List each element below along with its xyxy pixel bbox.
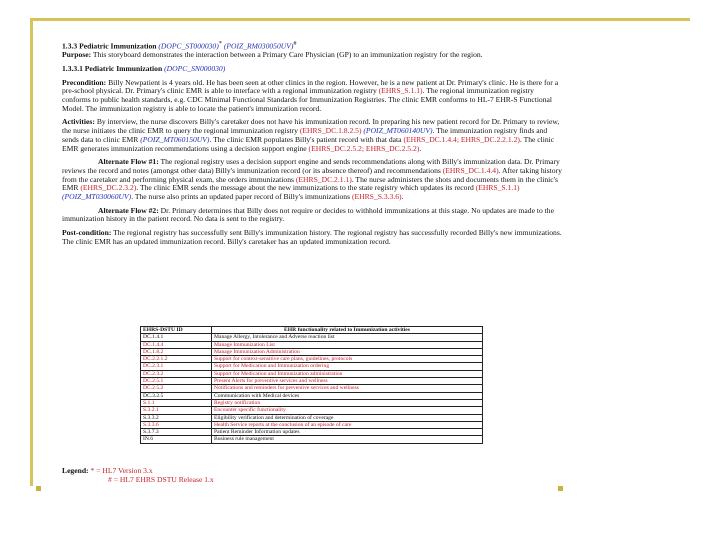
alternate-flow-1-text-6: . [401,192,404,202]
table-cell-functionality: Notifications and reminders for preventive services and wellness [212,385,483,392]
alternate-flow-1-ref-2: (EHRS_DC.2.1.1) [295,174,352,184]
alternate-flow-2-label: Alternate Flow #2: [98,205,159,215]
subsection-title: 1.3.3.1 Pediatric Immunization [62,63,163,73]
slide-accent-square-right [558,486,563,491]
table-row [141,399,483,406]
activities-ref-1: (EHRS_DC.1.8.2.5) [299,126,362,136]
activities-text-2: . The immunization registry finds and sends data to clinic EMR [62,126,548,144]
legend-label: Legend: [62,466,89,475]
section-title: 1.3.3 Pediatric Immunization [62,41,157,51]
table-cell-id: DC.2.2.1.2 [141,356,212,363]
table-cell-functionality: Support for Medication and Immunization ordering [212,363,483,370]
activities-paragraph [62,118,562,153]
postcondition-paragraph [62,229,562,246]
footnote-mark-star: * [218,40,222,47]
alternate-flow-1-text-3: . The nurse administers the shots and documents them in the clinic's EMR [62,174,558,193]
alternate-flow-1-ref-4: (EHRS_S.1.1) [475,183,520,193]
table-cell-functionality: Support for context-sensitive care plans, guidelines, protocols [212,356,483,363]
table-cell-id: DC.2.3.1 [141,363,212,370]
table-cell-functionality: Health Service reports at the conclusion of an episode of care [212,421,483,428]
activities-text-4: . The clinic EMR generates immunization recommendations using a decision support engine [62,134,555,153]
table-body [141,334,483,443]
alternate-flow-1-label: Alternate Flow #1: [98,157,159,167]
slide-accent-horizontal-line [30,18,690,21]
table-cell-id: DC.2.5.1 [141,378,212,385]
table-cell-functionality: Communication with Medical devices [212,392,483,399]
postcondition-label: Post-condition: [62,228,112,238]
table-cell-id: IN.6 [141,436,212,443]
alternate-flow-1-text-1: The regional registry uses a decision support engine and sends recommendations along with Billy's immunization data. Dr. Primary reviews the record and notes (amongst other data) Billy's immunization record (or its absence thereof) and recommendations [62,157,560,175]
alternate-flow-1-ref-6: (EHRS_S.3.3.6) [351,192,402,202]
table-row [141,348,483,355]
precondition-text-2: . The regional immunization registry conforms to public health standards, e.g. CDC Minimal Functional Standards for Immunization Registries. The clinic EMR conforms to HL-7 EHR-S Functional Model. The immunization registry is able to locate the patient's immunization record. [62,86,553,113]
section-code-2: (POIZ_RM030050UV) [223,41,294,51]
table-cell-functionality: Business rule management [212,436,483,443]
table-row [141,414,483,421]
activities-label: Activities: [62,117,95,127]
alternate-flow-2-text: Dr. Primary determines that Billy does not require or decides to withhold immunizations at this stage. No updates are made to the immunization history in the patient record. No data is sent to the registry. [62,205,554,224]
alternate-flow-1-ref-5: (POIZ_MT030060UV) [62,192,132,202]
table-row [141,436,483,443]
table-cell-id: DC.3.2.5 [141,392,212,399]
activities-ref-5: (EHRS_DC.2.5.2; EHRS_DC.2.5.2) [308,143,420,153]
alternate-flow-1-text-5: . The nurse also prints an updated paper record of Billy's immunizations [131,192,351,202]
alternate-flow-2-paragraph [62,207,562,224]
table-cell-id: DC.1.8.2 [141,348,212,355]
slide-accent-vertical-line [30,18,33,486]
postcondition-text: The regional registry has successfully sent Billy's immunization history. The regional registry has successfully recorded Billy's new immunizations. The clinic EMR has an updated immunization record. Billy's caretaker has an updated immunization record. [62,228,562,246]
precondition-ref-1: (EHRS_S.1.1) [378,86,423,96]
legend-line-1: * = HL7 Version 3.x [90,466,153,475]
table-row [141,378,483,385]
activities-ref-3: (POIZ_MT060150UV) [140,134,210,144]
activities-ref-2: (POIZ_MT060140UV) [363,126,433,136]
activities-text-1: By interview, the nurse discovers Billy's caretaker does not have his immunization record. In preparing his new patient record for Dr. Primary to review, the nurse initiates the clinic EMR to query the regional immunization registry [62,117,560,136]
activities-text-5: . [419,143,422,153]
table-cell-functionality: Eligibility verification and determination of coverage [212,414,483,421]
precondition-text-1: Billy Newpatient is 4 years old. He has been seen at other clinics in the region. However, he is a new patient at Dr. Primary's clinic. He is there for a pre-school physical. Dr. Primary's clinic EMR is able to interface with a regional immunization registry [62,77,559,96]
purpose-label: Purpose: [62,50,92,60]
column-header-functionality: EHR functionality related to Immunization activities [212,327,483,334]
section-code-1: (DOPC_ST000030) [158,41,219,51]
precondition-label: Precondition: [62,77,107,87]
table-cell-id: S.3.7.3 [141,429,212,436]
table-cell-functionality: Support for Medication and Immunization administration [212,370,483,377]
table-cell-functionality: Manage Allergy, Intolerance and Adverse reaction list [212,334,483,341]
section-header [62,40,562,60]
table-row [141,370,483,377]
alternate-flow-1-text-4: . The clinic EMR sends the message about the new immunizations to the state registry which updates its record [136,183,474,193]
table-row [141,392,483,399]
table-cell-id: DC.2.5.2 [141,385,212,392]
legend-line-2: # = HL7 EHRS DSTU Release 1.x [108,475,214,485]
activities-text-3: . The clinic EMR populates Billy's patient record with that data [209,134,402,144]
table-cell-id: DC.2.3.2 [141,370,212,377]
table-cell-id: S.3.3.6 [141,421,212,428]
table-cell-id: DC.1.4.1 [141,334,212,341]
table-row [141,407,483,414]
slide-accent-square-left [36,486,41,491]
table-cell-id: S.3.3.2 [141,414,212,421]
table-row [141,356,483,363]
functionality-table [140,326,483,444]
table-row [141,385,483,392]
alternate-flow-1-paragraph [62,158,562,202]
table-cell-functionality: Patient Reminder Information updates [212,429,483,436]
subsection-header [62,65,562,74]
column-header-id: EHRS-DSTU ID [141,327,212,334]
alternate-flow-1-ref-1: (EHRS_DC.1.4.4) [442,165,499,175]
table-row [141,341,483,348]
table-row [141,421,483,428]
alternate-flow-1-text-2: . After taking history from the caretaker and performing physical exam, she orders immunizations [62,165,562,184]
table-cell-id: S.3.2.1 [141,407,212,414]
legend [62,466,214,485]
table-cell-functionality: Registry notification [212,399,483,406]
table-row [141,363,483,370]
table-row [141,334,483,341]
footnote-mark-hash: # [293,40,297,47]
table-header-row [141,327,483,334]
precondition-paragraph [62,79,562,114]
table-cell-functionality: Manage Immunization List [212,341,483,348]
table-cell-id: S.1.1 [141,399,212,406]
table-cell-id: DC.1.4.4 [141,341,212,348]
document-body [62,40,562,252]
subsection-code: (DOPC_SN000030) [164,63,226,73]
activities-ref-4: (EHRS_DC.1.4.4; EHRS_DC.2.2.1.2) [403,134,520,144]
table-cell-functionality: Present Alerts for preventive services and wellness [212,378,483,385]
table-cell-functionality: Manage Immunization Administration [212,348,483,355]
purpose-text: This storyboard demonstrates the interaction between a Primary Care Physician (GP) to an immunization registry for the region. [92,50,483,60]
alternate-flow-1-ref-3: (EHRS_DC.2.3.2) [80,183,137,193]
table-cell-functionality: Encounter specific functionality [212,407,483,414]
table-row [141,429,483,436]
